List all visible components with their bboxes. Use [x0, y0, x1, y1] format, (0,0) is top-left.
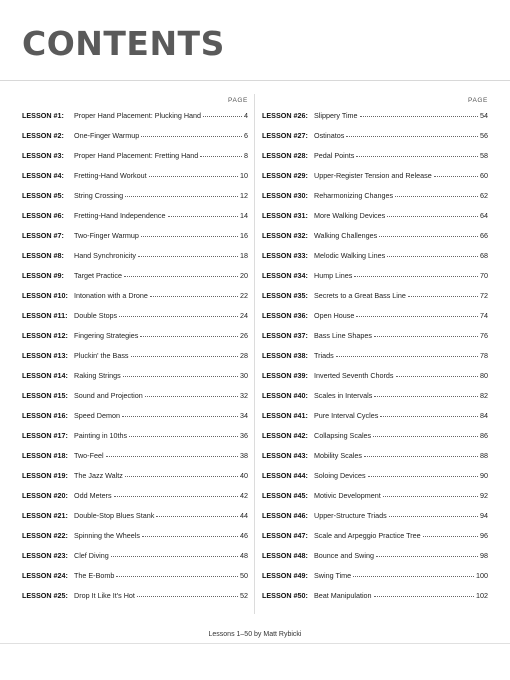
- page-number: 84: [480, 411, 488, 420]
- page-number: 30: [240, 371, 248, 380]
- page-number: 78: [480, 351, 488, 360]
- lesson-title: Fretting-Hand Workout: [74, 171, 147, 180]
- dot-leader: [145, 396, 238, 397]
- lesson-title: Fretting-Hand Independence: [74, 211, 166, 220]
- lesson-title: The E-Bomb: [74, 571, 115, 580]
- toc-entry[interactable]: [22, 446, 248, 466]
- dot-leader: [124, 276, 238, 277]
- dot-leader: [122, 416, 238, 417]
- lesson-title: Reharmonizing Changes: [314, 191, 394, 200]
- dot-leader: [119, 316, 238, 317]
- lesson-title: Raking Strings: [74, 371, 121, 380]
- toc-entry[interactable]: [22, 506, 248, 526]
- dot-leader: [346, 136, 478, 137]
- toc-entry[interactable]: [262, 126, 488, 146]
- dot-leader: [374, 336, 478, 337]
- lesson-number: LESSON #41:: [262, 411, 308, 420]
- lesson-title: Speed Demon: [74, 411, 120, 420]
- dot-leader: [131, 356, 238, 357]
- dot-leader: [360, 116, 478, 117]
- toc-entry[interactable]: [22, 346, 248, 366]
- dot-leader: [356, 316, 478, 317]
- lesson-title: Hump Lines: [314, 271, 353, 280]
- lesson-number: LESSON #7:: [22, 231, 64, 240]
- toc-entry[interactable]: [262, 386, 488, 406]
- page-number: 52: [240, 591, 248, 600]
- toc-entry[interactable]: [262, 166, 488, 186]
- lesson-number: LESSON #50:: [262, 591, 308, 600]
- page-number: 14: [240, 211, 248, 220]
- lesson-number: LESSON #8:: [22, 251, 64, 260]
- dot-leader: [123, 376, 238, 377]
- dot-leader: [156, 516, 238, 517]
- lesson-number: LESSON #12:: [22, 331, 68, 340]
- lesson-number: LESSON #39:: [262, 371, 308, 380]
- lesson-number: LESSON #36:: [262, 311, 308, 320]
- lesson-title: Soloing Devices: [314, 471, 366, 480]
- dot-leader: [141, 136, 242, 137]
- footer-divider: [0, 643, 510, 644]
- page-number: 8: [244, 151, 248, 160]
- lesson-number: LESSON #22:: [22, 531, 68, 540]
- dot-leader: [387, 256, 478, 257]
- dot-leader: [141, 236, 238, 237]
- page-number: 42: [240, 491, 248, 500]
- lesson-title: Swing Time: [314, 571, 352, 580]
- page-number: 18: [240, 251, 248, 260]
- dot-leader: [138, 256, 238, 257]
- lesson-number: LESSON #11:: [22, 311, 68, 320]
- dot-leader: [408, 296, 478, 297]
- lesson-title: Two-Finger Warmup: [74, 231, 139, 240]
- dot-leader: [106, 456, 238, 457]
- dot-leader: [380, 416, 478, 417]
- dot-leader: [374, 396, 478, 397]
- toc-entry[interactable]: [22, 366, 248, 386]
- toc-entry[interactable]: [22, 206, 248, 226]
- toc-entry[interactable]: [262, 306, 488, 326]
- dot-leader: [129, 436, 238, 437]
- toc-list-right: [262, 106, 488, 606]
- lesson-title: Ostinatos: [314, 131, 345, 140]
- dot-leader: [114, 496, 238, 497]
- toc-entry[interactable]: [262, 406, 488, 426]
- dot-leader: [389, 516, 478, 517]
- lesson-title: Pluckin' the Bass: [74, 351, 129, 360]
- toc-list-left: [22, 106, 248, 606]
- page-number: 12: [240, 191, 248, 200]
- toc-entry[interactable]: [22, 586, 248, 606]
- toc-entry[interactable]: [22, 406, 248, 426]
- dot-leader: [140, 336, 238, 337]
- page-number: 98: [480, 551, 488, 560]
- toc-entry[interactable]: [22, 266, 248, 286]
- dot-leader: [150, 296, 238, 297]
- page-number: 24: [240, 311, 248, 320]
- toc-entry[interactable]: [262, 326, 488, 346]
- dot-leader: [376, 556, 478, 557]
- page-number: 100: [476, 571, 488, 580]
- lesson-title: Painting in 10ths: [74, 431, 128, 440]
- lesson-number: LESSON #14:: [22, 371, 68, 380]
- lesson-title: Pedal Points: [314, 151, 355, 160]
- lesson-number: LESSON #24:: [22, 571, 68, 580]
- lesson-title: Pure Interval Cycles: [314, 411, 379, 420]
- toc-entry[interactable]: [22, 526, 248, 546]
- page-number: 32: [240, 391, 248, 400]
- page-number: 62: [480, 191, 488, 200]
- toc-entry[interactable]: [262, 186, 488, 206]
- page-number: 46: [240, 531, 248, 540]
- dot-leader: [395, 196, 478, 197]
- toc-entry[interactable]: [22, 426, 248, 446]
- page-number: 86: [480, 431, 488, 440]
- lesson-title: Sound and Projection: [74, 391, 143, 400]
- lesson-title: Secrets to a Great Bass Line: [314, 291, 406, 300]
- toc-column-right: [262, 96, 488, 606]
- page-number: 90: [480, 471, 488, 480]
- page-number: 38: [240, 451, 248, 460]
- dot-leader: [203, 116, 242, 117]
- lesson-number: LESSON #18:: [22, 451, 68, 460]
- dot-leader: [353, 576, 474, 577]
- dot-leader: [137, 596, 238, 597]
- lesson-title: Bass Line Shapes: [314, 331, 372, 340]
- page-number: 74: [480, 311, 488, 320]
- lesson-number: LESSON #16:: [22, 411, 68, 420]
- lesson-title: Upper-Structure Triads: [314, 511, 387, 520]
- toc-entry[interactable]: [22, 246, 248, 266]
- lesson-number: LESSON #15:: [22, 391, 68, 400]
- lesson-title: Collapsing Scales: [314, 431, 372, 440]
- toc-entry[interactable]: [262, 366, 488, 386]
- page-number: 16: [240, 231, 248, 240]
- toc-entry[interactable]: [22, 326, 248, 346]
- lesson-number: LESSON #21:: [22, 511, 68, 520]
- dot-leader: [356, 156, 478, 157]
- lesson-title: Double-Stop Blues Stank: [74, 511, 155, 520]
- dot-leader: [387, 216, 478, 217]
- page-number: 40: [240, 471, 248, 480]
- lesson-title: Fingering Strategies: [74, 331, 139, 340]
- lesson-number: LESSON #1:: [22, 111, 64, 120]
- lesson-number: LESSON #29:: [262, 171, 308, 180]
- toc-entry[interactable]: [262, 146, 488, 166]
- lesson-number: LESSON #10:: [22, 291, 68, 300]
- page-number: 22: [240, 291, 248, 300]
- page-number: 88: [480, 451, 488, 460]
- dot-leader: [200, 156, 242, 157]
- lesson-title: Mobility Scales: [314, 451, 362, 460]
- page-number: 64: [480, 211, 488, 220]
- toc-entry[interactable]: [22, 566, 248, 586]
- dot-leader: [168, 216, 238, 217]
- page-number: 10: [240, 171, 248, 180]
- page-number: 50: [240, 571, 248, 580]
- toc-entry[interactable]: [22, 486, 248, 506]
- column-divider: [254, 94, 255, 614]
- lesson-title: More Walking Devices: [314, 211, 386, 220]
- lesson-title: Motivic Development: [314, 491, 381, 500]
- page-number: 76: [480, 331, 488, 340]
- page-number: 72: [480, 291, 488, 300]
- lesson-title: Triads: [314, 351, 334, 360]
- toc-entry[interactable]: [22, 546, 248, 566]
- lesson-number: LESSON #37:: [262, 331, 308, 340]
- header-divider: [0, 80, 510, 81]
- lesson-title: Open House: [314, 311, 355, 320]
- lesson-number: LESSON #5:: [22, 191, 64, 200]
- page-number: 36: [240, 431, 248, 440]
- lesson-number: LESSON #47:: [262, 531, 308, 540]
- dot-leader: [364, 456, 478, 457]
- lesson-number: LESSON #9:: [22, 271, 64, 280]
- lesson-title: Intonation with a Drone: [74, 291, 148, 300]
- toc-entry[interactable]: [262, 566, 488, 586]
- page-number: 102: [476, 591, 488, 600]
- lesson-number: LESSON #2:: [22, 131, 64, 140]
- lesson-number: LESSON #13:: [22, 351, 68, 360]
- lesson-number: LESSON #48:: [262, 551, 308, 560]
- toc-entry[interactable]: [22, 306, 248, 326]
- toc-entry[interactable]: [22, 126, 248, 146]
- page-number: 34: [240, 411, 248, 420]
- lesson-title: Target Practice: [74, 271, 122, 280]
- toc-entry[interactable]: [262, 586, 488, 606]
- toc-entry[interactable]: [262, 426, 488, 446]
- dot-leader: [116, 576, 238, 577]
- toc-entry[interactable]: [262, 446, 488, 466]
- lesson-number: LESSON #26:: [262, 111, 308, 120]
- lesson-number: LESSON #40:: [262, 391, 308, 400]
- lesson-number: LESSON #19:: [22, 471, 68, 480]
- lesson-number: LESSON #23:: [22, 551, 68, 560]
- page-number: 66: [480, 231, 488, 240]
- page-number: 94: [480, 511, 488, 520]
- dot-leader: [336, 356, 478, 357]
- page-number: 44: [240, 511, 248, 520]
- toc-entry[interactable]: [22, 106, 248, 126]
- dot-leader: [368, 476, 478, 477]
- lesson-number: LESSON #4:: [22, 171, 64, 180]
- dot-leader: [396, 376, 478, 377]
- lesson-title: Proper Hand Placement: Fretting Hand: [74, 151, 199, 160]
- dot-leader: [383, 496, 478, 497]
- dot-leader: [354, 276, 478, 277]
- lesson-title: Two-Feel: [74, 451, 104, 460]
- lesson-number: LESSON #45:: [262, 491, 308, 500]
- lesson-title: Scale and Arpeggio Practice Tree: [314, 531, 421, 540]
- lesson-number: LESSON #31:: [262, 211, 308, 220]
- toc-entry[interactable]: [262, 106, 488, 126]
- lesson-number: LESSON #35:: [262, 291, 308, 300]
- dot-leader: [142, 536, 238, 537]
- page-number: 56: [480, 131, 488, 140]
- page-number: 6: [244, 131, 248, 140]
- page-number: 58: [480, 151, 488, 160]
- page-number: 96: [480, 531, 488, 540]
- page-number: 92: [480, 491, 488, 500]
- page-column-header: PAGE: [228, 97, 248, 104]
- lesson-title: The Jazz Waltz: [74, 471, 123, 480]
- toc-entry[interactable]: [262, 506, 488, 526]
- lesson-title: Bounce and Swing: [314, 551, 374, 560]
- toc-entry[interactable]: [22, 286, 248, 306]
- lesson-number: LESSON #32:: [262, 231, 308, 240]
- dot-leader: [125, 196, 238, 197]
- toc-entry[interactable]: [262, 546, 488, 566]
- toc-entry[interactable]: [262, 266, 488, 286]
- dot-leader: [374, 596, 474, 597]
- toc-entry[interactable]: [262, 226, 488, 246]
- lesson-title: Slippery Time: [314, 111, 358, 120]
- lesson-number: LESSON #46:: [262, 511, 308, 520]
- toc-entry[interactable]: [22, 166, 248, 186]
- lesson-number: LESSON #20:: [22, 491, 68, 500]
- toc-entry[interactable]: [262, 246, 488, 266]
- toc-entry[interactable]: [262, 466, 488, 486]
- page-number: 54: [480, 111, 488, 120]
- toc-entry[interactable]: [262, 486, 488, 506]
- toc-entry[interactable]: [22, 146, 248, 166]
- page-number: 26: [240, 331, 248, 340]
- page-number: 4: [244, 111, 248, 120]
- page-number: 80: [480, 371, 488, 380]
- page-number: 60: [480, 171, 488, 180]
- lesson-title: Drop It Like It's Hot: [74, 591, 135, 600]
- lesson-number: LESSON #42:: [262, 431, 308, 440]
- lesson-number: LESSON #3:: [22, 151, 64, 160]
- toc-entry[interactable]: [262, 346, 488, 366]
- page-number: 70: [480, 271, 488, 280]
- lesson-number: LESSON #33:: [262, 251, 308, 260]
- toc-entry[interactable]: [262, 526, 488, 546]
- page-title: CONTENTS: [22, 24, 225, 63]
- toc-entry[interactable]: [22, 186, 248, 206]
- lesson-title: Odd Meters: [74, 491, 112, 500]
- dot-leader: [111, 556, 238, 557]
- lesson-title: Scales in Intervals: [314, 391, 373, 400]
- lesson-number: LESSON #49:: [262, 571, 308, 580]
- lesson-number: LESSON #34:: [262, 271, 308, 280]
- toc-column-left: [22, 96, 248, 606]
- lesson-title: Inverted Seventh Chords: [314, 371, 394, 380]
- dot-leader: [125, 476, 238, 477]
- toc-entry[interactable]: [22, 466, 248, 486]
- lesson-title: Melodic Walking Lines: [314, 251, 386, 260]
- lesson-title: String Crossing: [74, 191, 124, 200]
- lesson-number: LESSON #28:: [262, 151, 308, 160]
- lesson-title: One-Finger Warmup: [74, 131, 140, 140]
- dot-leader: [434, 176, 478, 177]
- lesson-number: LESSON #6:: [22, 211, 64, 220]
- lesson-number: LESSON #25:: [22, 591, 68, 600]
- toc-entry[interactable]: [22, 226, 248, 246]
- footer-credit: Lessons 1–50 by Matt Rybicki: [208, 631, 302, 638]
- page-column-header: PAGE: [468, 97, 488, 104]
- toc-entry[interactable]: [262, 206, 488, 226]
- lesson-number: LESSON #30:: [262, 191, 308, 200]
- page-number: 48: [240, 551, 248, 560]
- dot-leader: [149, 176, 238, 177]
- lesson-title: Upper-Register Tension and Release: [314, 171, 432, 180]
- lesson-number: LESSON #27:: [262, 131, 308, 140]
- lesson-title: Walking Challenges: [314, 231, 378, 240]
- dot-leader: [373, 436, 478, 437]
- lesson-title: Double Stops: [74, 311, 118, 320]
- lesson-number: LESSON #17:: [22, 431, 68, 440]
- lesson-number: LESSON #44:: [262, 471, 308, 480]
- lesson-number: LESSON #43:: [262, 451, 308, 460]
- lesson-title: Clef Diving: [74, 551, 109, 560]
- page-number: 82: [480, 391, 488, 400]
- page-number: 20: [240, 271, 248, 280]
- dot-leader: [379, 236, 478, 237]
- toc-entry[interactable]: [22, 386, 248, 406]
- lesson-number: LESSON #38:: [262, 351, 308, 360]
- lesson-title: Proper Hand Placement: Plucking Hand: [74, 111, 202, 120]
- toc-entry[interactable]: [262, 286, 488, 306]
- dot-leader: [423, 536, 478, 537]
- lesson-title: Hand Synchronicity: [74, 251, 136, 260]
- page-number: 68: [480, 251, 488, 260]
- lesson-title: Spinning the Wheels: [74, 531, 140, 540]
- lesson-title: Beat Manipulation: [314, 591, 372, 600]
- page-number: 28: [240, 351, 248, 360]
